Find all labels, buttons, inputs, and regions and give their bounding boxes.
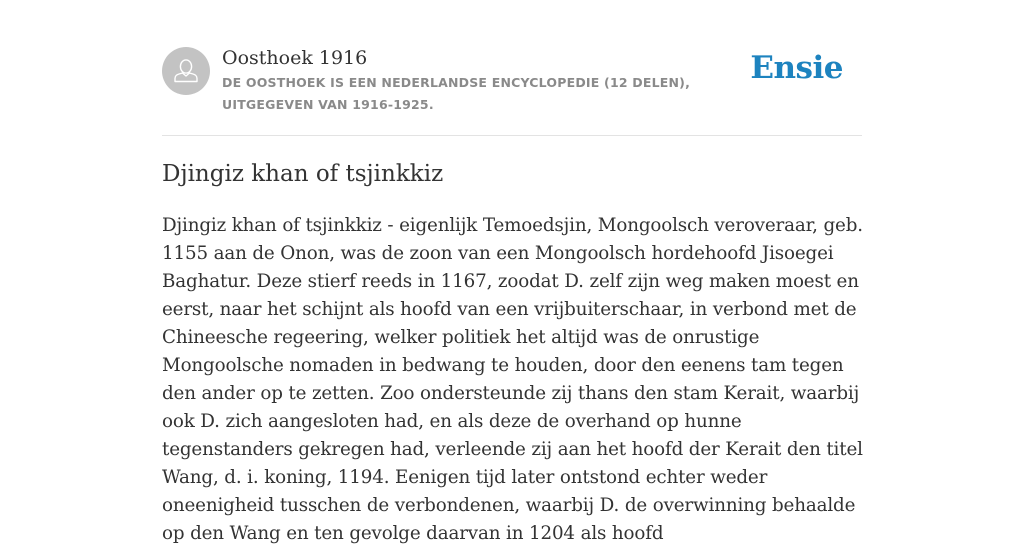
source-info	[222, 45, 762, 116]
brand-logo[interactable]: Ensie	[750, 50, 843, 86]
source-header	[162, 45, 862, 117]
user-icon	[162, 47, 210, 95]
divider	[162, 135, 862, 136]
source-description: DE OOSTHOEK IS EEN NEDERLANDSE ENCYCLOPEDIE (12 DELEN), UITGEGEVEN VAN 1916-1925.	[222, 75, 691, 112]
source-title[interactable]: Oosthoek 1916	[222, 47, 368, 69]
article-title: Djingiz khan of tsjinkkiz	[162, 161, 444, 187]
avatar[interactable]	[162, 47, 210, 95]
article-body: Djingiz khan of tsjinkkiz - eigenlijk Temoedsjin, Mongoolsch veroveraar, geb. 1155 aan de Onon, was de zoon van een Mongoolsch hordehoofd Jisoegei Baghatur. Deze stierf reeds in 1167, zoodat D. zelf zijn weg maken moest en eerst, naar het schijnt als hoofd van een vrijbuiterschaar, in verbond met de Chineesche regeering, welker politiek het altijd was de onrustige Mongoolsche nomaden in bedwang te houden, door den eenens tam tegen den ander op te zetten. Zoo ondersteunde zij thans den stam Kerait, waarbij ook D. zich aangesloten had, en als deze de overhand op hunne tegenstanders gekregen had, verleende zij aan het hoofd der Kerait den titel Wang, d. i. koning, 1194. Eenigen tijd later ontstond echter weder oneenigheid tusschen de verbondenen, waarbij D. de overwinning behaalde op den Wang en ten gevolge daarvan in 1204 als hoofd	[162, 215, 863, 544]
